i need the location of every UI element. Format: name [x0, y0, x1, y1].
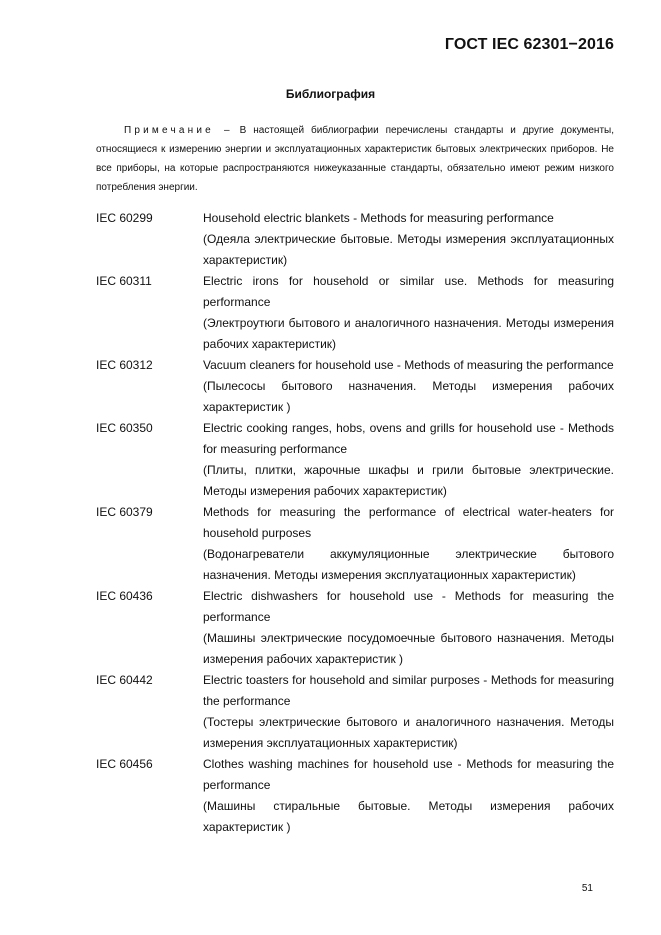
reference-list [96, 208, 614, 838]
reference-code: IEC 60379 [96, 505, 153, 519]
reference-body [203, 586, 614, 670]
reference-title-en: Electric cooking ranges, hobs, ovens and grills for household use - Methods for measuring performance [203, 421, 614, 456]
reference-code: IEC 60350 [96, 421, 153, 435]
reference-title-en: Methods for measuring the performance of electrical water-heaters for household purposes [203, 505, 614, 540]
reference-body [203, 208, 614, 271]
reference-body [203, 670, 614, 754]
reference-title-en: Electric irons for household or similar use. Methods for measuring performance [203, 274, 614, 309]
reference-entry [96, 208, 614, 271]
reference-title-en: Electric toasters for household and similar purposes - Methods for measuring the performance [203, 673, 614, 708]
reference-code: IEC 60312 [96, 358, 153, 372]
reference-title-ru: (Тостеры электрические бытового и аналогичного назначения. Методы измерения эксплуатационных характеристик) [203, 715, 614, 750]
reference-title-ru: (Водонагреватели аккумуляционные электрические бытового назначения. Методы измерения эксплуатационных характеристик) [203, 547, 614, 582]
reference-entry [96, 502, 614, 586]
reference-code: IEC 60442 [96, 673, 153, 687]
reference-body [203, 271, 614, 355]
reference-code: IEC 60299 [96, 211, 153, 225]
reference-title-en: Electric dishwashers for household use - Methods for measuring the performance [203, 589, 614, 624]
reference-entry [96, 670, 614, 754]
note-label: Примечание – [124, 125, 233, 136]
reference-body [203, 355, 614, 418]
reference-entry [96, 271, 614, 355]
reference-title-ru: (Электроутюги бытового и аналогичного назначения. Методы измерения рабочих характеристик) [203, 316, 614, 351]
reference-code: IEC 60311 [96, 274, 152, 288]
reference-title-ru: (Одеяла электрические бытовые. Методы измерения эксплуатационных характеристик) [203, 232, 614, 267]
reference-entry [96, 754, 614, 838]
reference-title-ru: (Плиты, плитки, жарочные шкафы и грили бытовые электрические. Методы измерения рабочих характеристик) [203, 463, 614, 498]
reference-title-ru: (Машины стиральные бытовые. Методы измерения рабочих характеристик ) [203, 799, 614, 834]
reference-title-en: Clothes washing machines for household use - Methods for measuring the performance [203, 757, 614, 792]
page-title: Библиография [285, 87, 376, 101]
reference-entry [96, 418, 614, 502]
reference-code: IEC 60436 [96, 589, 153, 603]
reference-title-en: Household electric blankets - Methods for measuring performance [203, 211, 554, 225]
note-text: В настоящей библиографии перечислены стандарты и другие документы, относящиеся к измерению энергии и эксплуатационных характеристик бытовых электрических приборов. Не все приборы, на которые распространяются нижеуказанные стандарты, обязательно имеют режим низкого потребления энергии. [96, 125, 614, 193]
reference-body [203, 502, 614, 586]
reference-entry [96, 355, 614, 418]
reference-body [203, 754, 614, 838]
document-header: ГОСТ IEC 62301−2016 [444, 36, 614, 53]
page-number: 51 [581, 883, 593, 894]
reference-title-ru: (Машины электрические посудомоечные бытового назначения. Методы измерения рабочих характеристик ) [203, 631, 614, 666]
bibliography-note [96, 121, 614, 197]
reference-title-ru: (Пылесосы бытового назначения. Методы измерения рабочих характеристик ) [203, 379, 614, 414]
reference-title-en: Vacuum cleaners for household use - Methods of measuring the performance [203, 358, 614, 372]
reference-entry [96, 586, 614, 670]
reference-code: IEC 60456 [96, 757, 153, 771]
reference-body [203, 418, 614, 502]
